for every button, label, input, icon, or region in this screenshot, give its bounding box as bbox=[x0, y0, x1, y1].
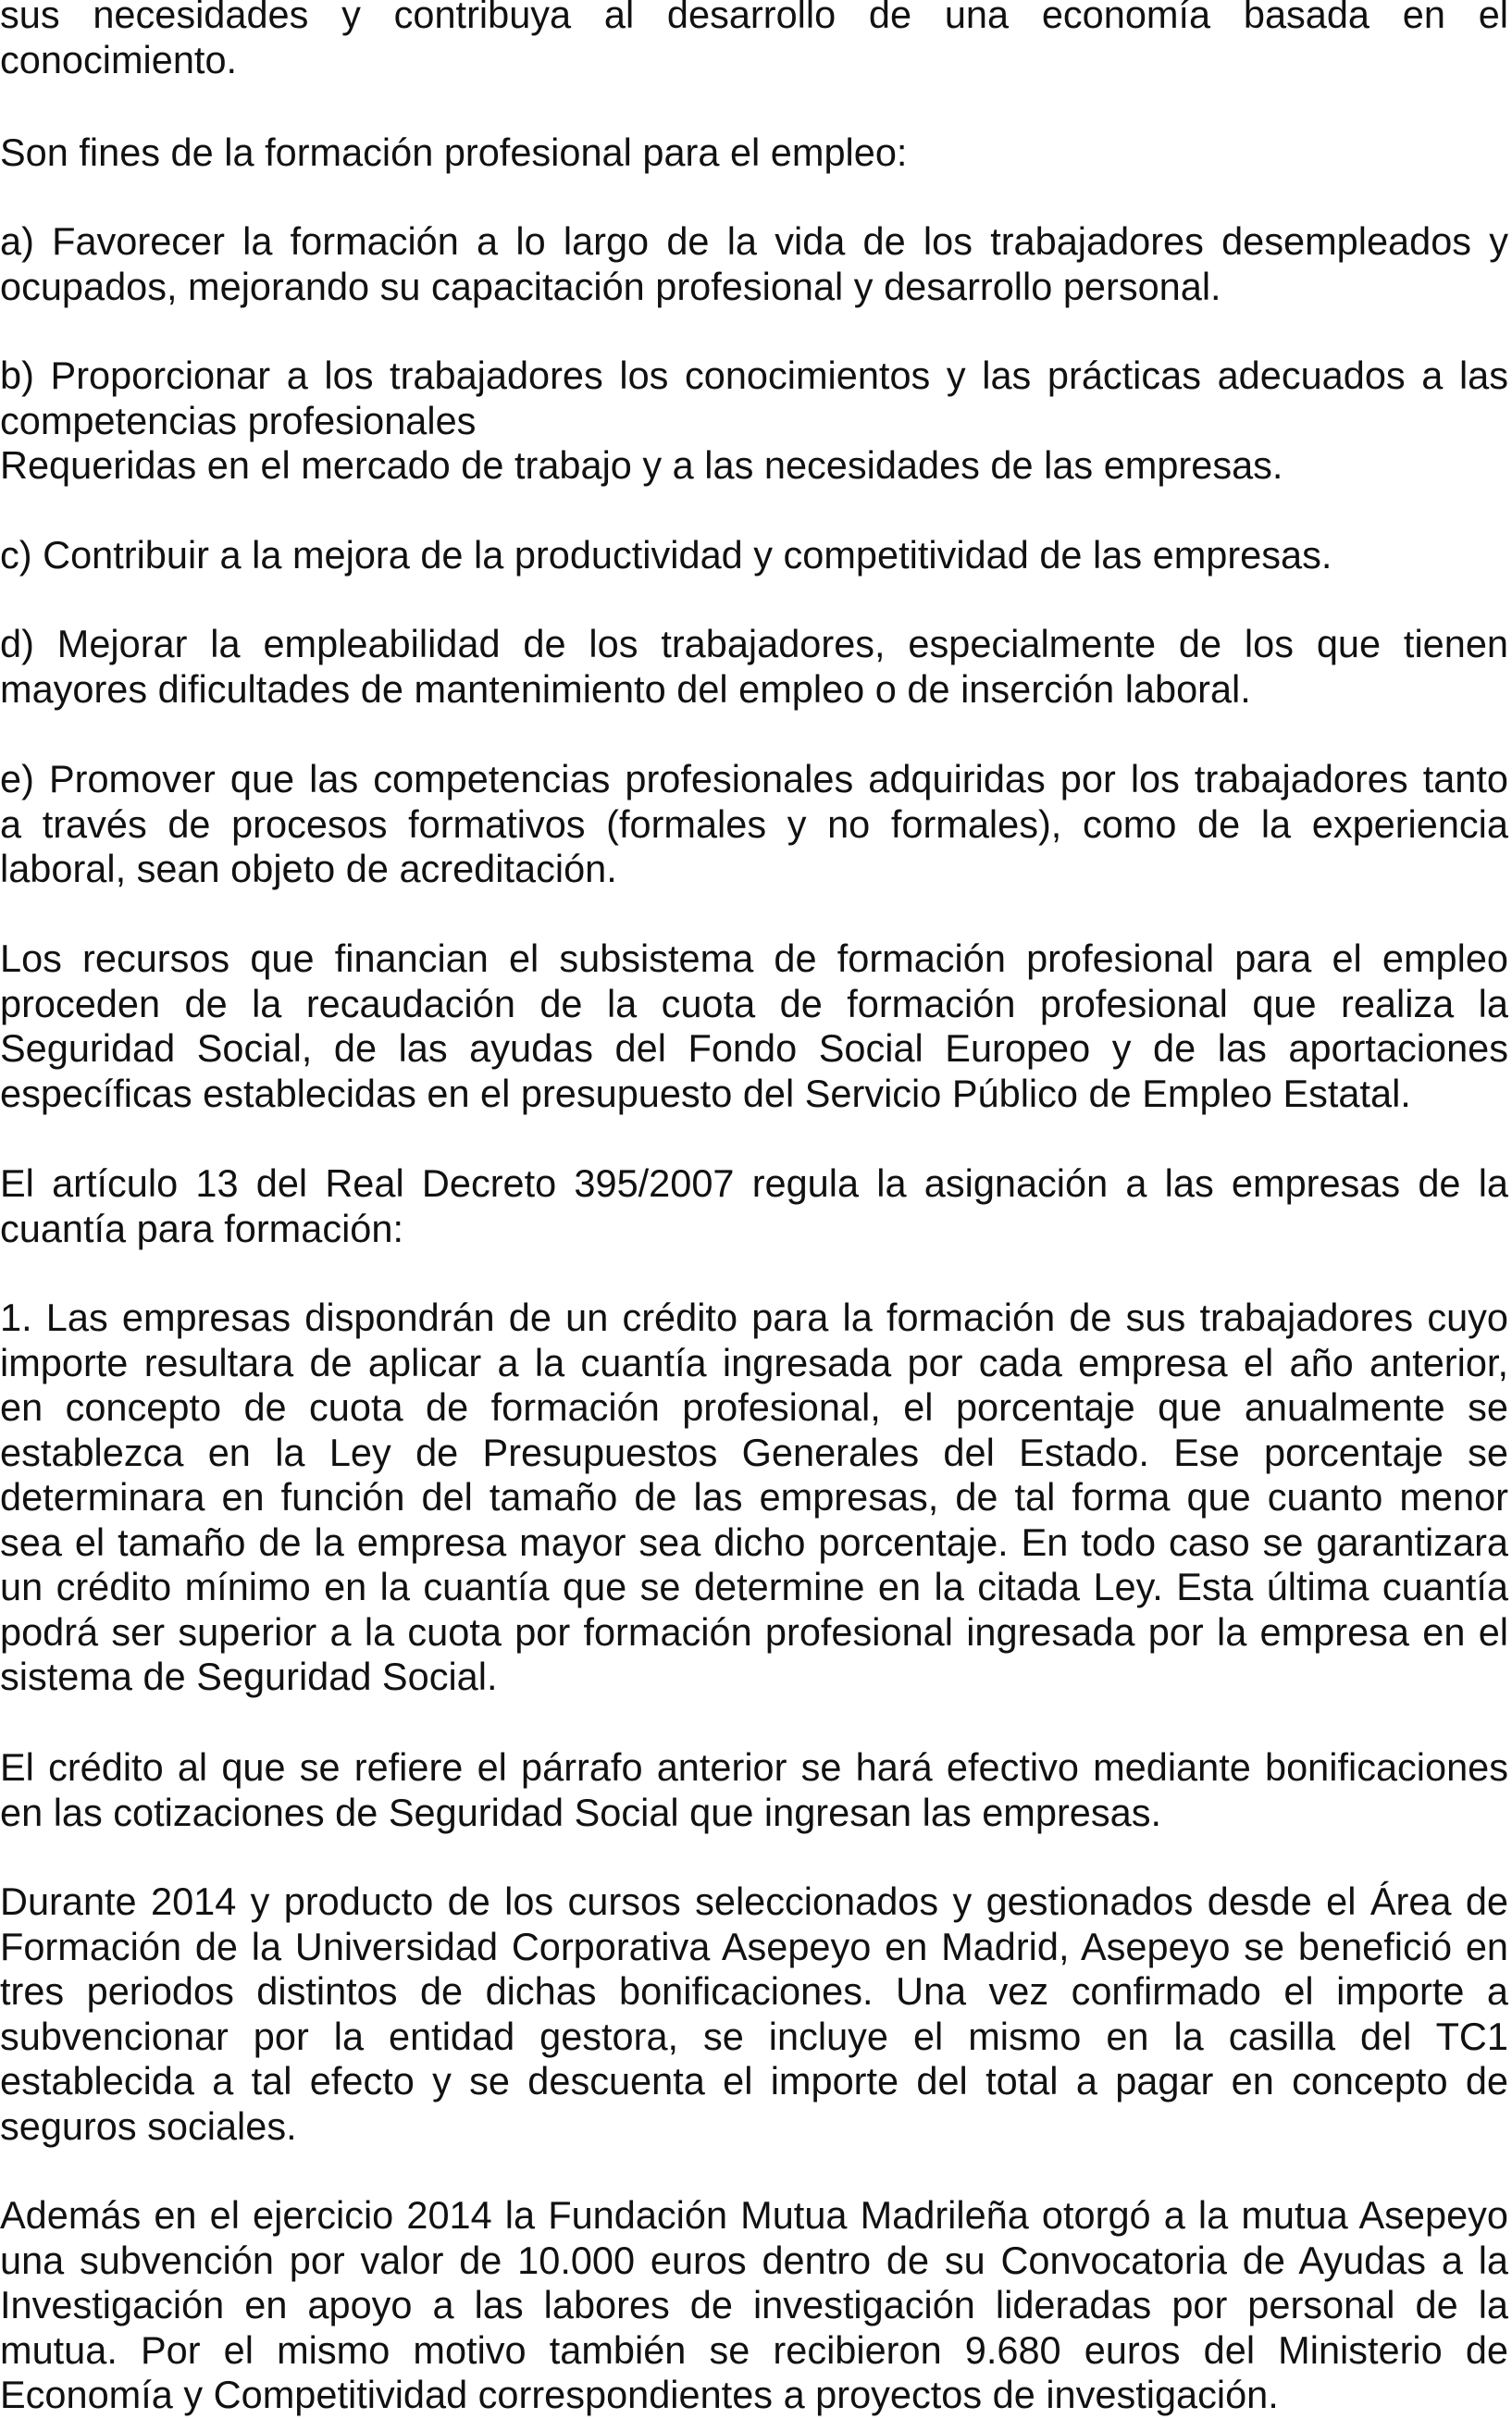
text-line: El artículo 13 del Real Decreto 395/2007 regula la asignación a las empresas de la bbox=[0, 1161, 1508, 1205]
paragraph-item-b bbox=[0, 354, 1508, 489]
text-line: sus necesidades y contribuya al desarrollo de una economía basada en el bbox=[0, 0, 1508, 36]
text-line: b) Proporcionar a los trabajadores los conocimientos y las prácticas adecuados a las bbox=[0, 354, 1508, 397]
paragraph-punto-1 bbox=[0, 1296, 1508, 1700]
text-line: sistema de Seguridad Social. bbox=[0, 1655, 498, 1698]
paragraph-credito bbox=[0, 1745, 1508, 1835]
text-line: mayores dificultades de mantenimiento del empleo o de inserción laboral. bbox=[0, 666, 1251, 711]
text-line: seguros sociales. bbox=[0, 2103, 297, 2148]
text-line: ocupados, mejorando su capacitación profesional y desarrollo personal. bbox=[0, 264, 1221, 308]
text-line: cuantía para formación: bbox=[0, 1206, 403, 1250]
text-line: El crédito al que se refiere el párrafo anterior se hará efectivo mediante bonificaciones bbox=[0, 1745, 1508, 1789]
text-line: mutua. Por el mismo motivo también se recibieron 9.680 euros del Ministerio de bbox=[0, 2327, 1508, 2372]
text-line: c) Contribuir a la mejora de la productividad y competitividad de las empresas. bbox=[0, 533, 1332, 577]
text-line: una subvención por valor de 10.000 euros dentro de su Convocatoria de Ayudas a la bbox=[0, 2238, 1508, 2282]
text-line: competencias profesionales bbox=[0, 398, 477, 442]
text-line: específicas establecidas en el presupuesto del Servicio Público de Empleo Estatal. bbox=[0, 1071, 1411, 1115]
paragraph-item-a bbox=[0, 219, 1508, 309]
text-line: Son fines de la formación profesional para el empleo: bbox=[0, 130, 908, 174]
text-line: d) Mejorar la empleabilidad de los trabajadores, especialmente de los que tienen bbox=[0, 622, 1508, 665]
text-line: 1. Las empresas dispondrán de un crédito para la formación de sus trabajadores cuyo bbox=[0, 1296, 1508, 1339]
paragraph-intro-continuation bbox=[0, 0, 1508, 82]
paragraph-articulo-13 bbox=[0, 1161, 1508, 1251]
text-line: establezca en la Ley de Presupuestos Generales del Estado. Ese porcentaje se bbox=[0, 1430, 1508, 1474]
paragraph-item-c bbox=[0, 533, 1508, 578]
text-line: Formación de la Universidad Corporativa Asepeyo en Madrid, Asepeyo se benefició en bbox=[0, 1924, 1508, 1968]
paragraph-item-d bbox=[0, 622, 1508, 712]
text-line: un crédito mínimo en la cuantía que se determine en la citada Ley. Esta última cuantía bbox=[0, 1565, 1508, 1608]
text-line: conocimiento. bbox=[0, 37, 238, 81]
text-line: tres periodos distintos de dichas bonificaciones. Una vez confirmado el importe a bbox=[0, 1969, 1508, 2013]
text-line: e) Promover que las competencias profesionales adquiridas por los trabajadores tanto bbox=[0, 757, 1508, 800]
text-line: determinara en función del tamaño de las empresas, de tal forma que cuanto menor bbox=[0, 1475, 1508, 1519]
paragraph-durante-2014 bbox=[0, 1879, 1508, 2149]
paragraph-item-e bbox=[0, 757, 1508, 892]
paragraph-recursos bbox=[0, 937, 1508, 1116]
text-line: en las cotizaciones de Seguridad Social que ingresan las empresas. bbox=[0, 1790, 1161, 1834]
text-line: laboral, sean objeto de acreditación. bbox=[0, 847, 617, 890]
text-line: Investigación en apoyo a las labores de investigación lideradas por personal de la bbox=[0, 2283, 1508, 2326]
text-line: Además en el ejercicio 2014 la Fundación Mutua Madrileña otorgó a la mutua Asepeyo bbox=[0, 2193, 1508, 2237]
text-line: sea el tamaño de la empresa mayor sea dicho porcentaje. En todo caso se garantizara bbox=[0, 1520, 1508, 1564]
text-line: podrá ser superior a la cuota por formación profesional ingresada por la empresa en el bbox=[0, 1609, 1508, 1654]
paragraph-fines bbox=[0, 130, 1508, 176]
text-line: importe resultara de aplicar a la cuantía ingresada por cada empresa el año anterior, bbox=[0, 1340, 1508, 1384]
paragraph-ademas-2014 bbox=[0, 2193, 1508, 2418]
text-line: Los recursos que financian el subsistema de formación profesional para el empleo bbox=[0, 937, 1508, 980]
text-line: subvencionar por la entidad gestora, se incluye el mismo en la casilla del TC1 bbox=[0, 2014, 1508, 2058]
text-line: Seguridad Social, de las ayudas del Fondo Social Europeo y de las aportaciones bbox=[0, 1026, 1508, 1070]
text-line: proceden de la recaudación de la cuota de formación profesional que realiza la bbox=[0, 981, 1508, 1025]
text-line: Durante 2014 y producto de los cursos seleccionados y gestionados desde el Área de bbox=[0, 1879, 1508, 1923]
text-line: Economía y Competitividad correspondientes a proyectos de investigación. bbox=[0, 2373, 1279, 2416]
text-line: en concepto de cuota de formación profesional, el porcentaje que anualmente se bbox=[0, 1385, 1508, 1429]
text-line: a través de procesos formativos (formales y no formales), como de la experiencia bbox=[0, 801, 1508, 846]
text-line: establecida a tal efecto y se descuenta el importe del total a pagar en concepto de bbox=[0, 2059, 1508, 2103]
text-line: Requeridas en el mercado de trabajo y a las necesidades de las empresas. bbox=[0, 443, 1283, 487]
text-line: a) Favorecer la formación a lo largo de la vida de los trabajadores desempleados y bbox=[0, 219, 1508, 263]
